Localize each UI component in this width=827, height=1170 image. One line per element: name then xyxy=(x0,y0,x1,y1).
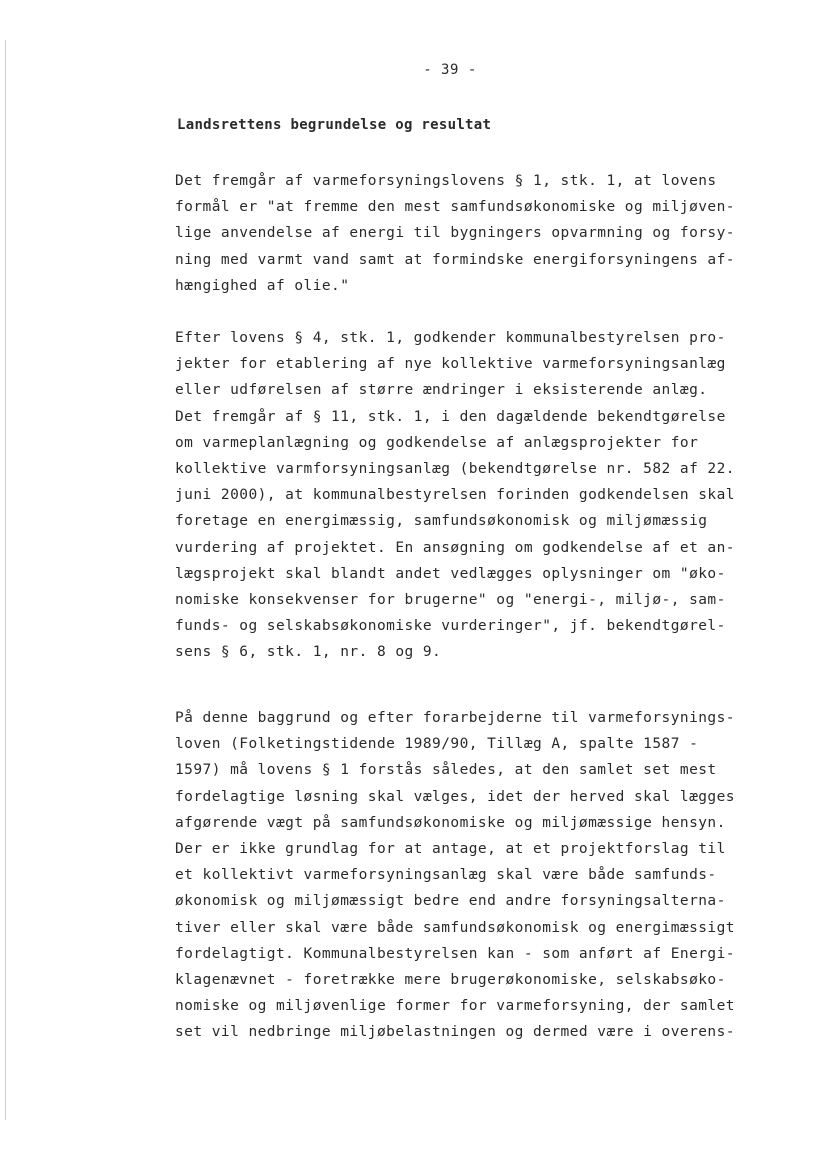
text-line: set vil nedbringe miljøbelastningen og dermed være i overens- xyxy=(175,1024,735,1041)
text-line: om varmeplanlægning og godkendelse af anlægsprojekter for xyxy=(175,434,699,451)
text-line: sens § 6, stk. 1, nr. 8 og 9. xyxy=(175,644,442,661)
paragraph-2 xyxy=(175,325,765,665)
text-line: hængighed af olie." xyxy=(175,277,350,294)
text-line: et kollektivt varmeforsyningsanlæg skal være både samfunds- xyxy=(175,867,717,884)
section-heading: Landsrettens begrundelse og resultat xyxy=(177,117,492,133)
text-line: vurdering af projektet. En ansøgning om godkendelse af et an- xyxy=(175,539,735,556)
text-line: nomiske og miljøvenlige former for varmeforsyning, der samlet xyxy=(175,998,735,1015)
text-line: Efter lovens § 4, stk. 1, godkender kommunalbestyrelsen pro- xyxy=(175,330,726,346)
text-line: funds- og selskabsøkonomiske vurderinger", jf. bekendtgørel- xyxy=(175,618,726,635)
text-line: afgørende vægt på samfundsøkonomiske og miljømæssige hensyn. xyxy=(175,814,726,831)
text-line: nomiske konsekvenser for brugerne" og "energi-, miljø-, sam- xyxy=(175,591,726,608)
text-line: foretage en energimæssig, samfundsøkonomisk og miljømæssig xyxy=(175,513,708,530)
text-line: juni 2000), at kommunalbestyrelsen forinden godkendelsen skal xyxy=(175,487,735,504)
text-line: lige anvendelse af energi til bygningers opvarmning og forsy- xyxy=(175,225,735,242)
text-line: økonomisk og miljømæssigt bedre end andre forsyningsalterna- xyxy=(175,893,726,910)
text-line: fordelagtigt. Kommunalbestyrelsen kan - som anført af Energi- xyxy=(175,945,735,962)
text-line: klagenævnet - foretrække mere brugerøkonomiske, selskabsøko- xyxy=(175,971,726,988)
text-line: 1597) må lovens § 1 forstås således, at den samlet set mest xyxy=(175,762,717,779)
text-line: formål er "at fremme den mest samfundsøkonomiske og miljøven- xyxy=(175,199,735,216)
text-line: På denne baggrund og efter forarbejderne til varmeforsynings- xyxy=(175,710,735,726)
text-line: fordelagtige løsning skal vælges, idet der herved skal lægges xyxy=(175,788,735,805)
text-line: ning med varmt vand samt at formindske energiforsyningens af- xyxy=(175,251,735,268)
page-number: - 39 - xyxy=(423,62,477,78)
text-line: jekter for etablering af nye kollektive varmeforsyningsanlæg xyxy=(175,356,726,373)
text-line: lægsprojekt skal blandt andet vedlægges oplysninger om "øko- xyxy=(175,565,726,582)
scan-edge-line xyxy=(5,40,6,1120)
text-line: Det fremgår af § 11, stk. 1, i den dagældende bekendtgørelse xyxy=(175,408,726,425)
text-line: tiver eller skal være både samfundsøkonomisk og energimæssigt xyxy=(175,919,735,936)
text-line: kollektive varmforsyningsanlæg (bekendtgørelse nr. 582 af 22. xyxy=(175,460,735,477)
paragraph-1 xyxy=(175,168,765,299)
text-line: eller udførelsen af større ændringer i eksisterende anlæg. xyxy=(175,382,708,399)
text-line: Der er ikke grundlag for at antage, at et projektforslag til xyxy=(175,840,726,857)
text-line: Det fremgår af varmeforsyningslovens § 1, stk. 1, at lovens xyxy=(175,173,717,189)
text-line: loven (Folketingstidende 1989/90, Tillæg A, spalte 1587 - xyxy=(175,736,699,753)
paragraph-3 xyxy=(175,705,765,1045)
